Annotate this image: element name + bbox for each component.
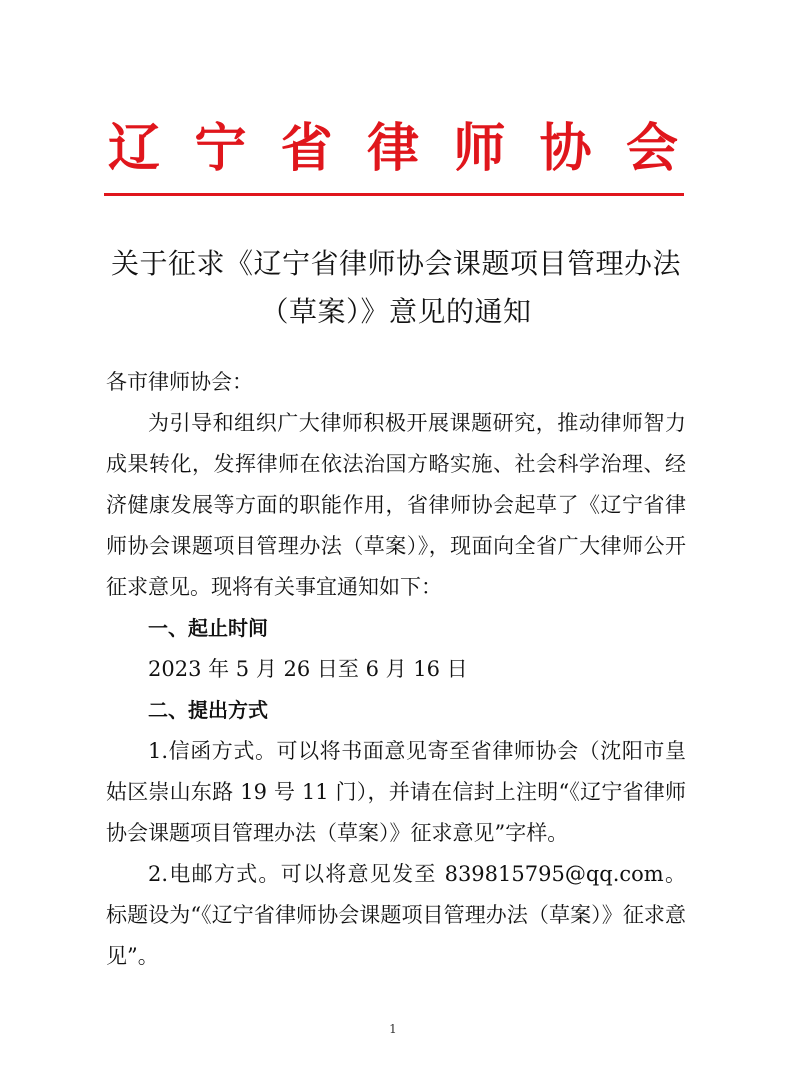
salutation: 各市律师协会： [106,370,253,394]
masthead-char: 师 [453,118,506,179]
document-title [96,240,696,336]
method-letter-paragraph: 1.信函方式。可以将书面意见寄至省律师协会（沈阳市皇姑区崇山东路 19 号 11 门），并请在信封上注明“《辽宁省律师协会课题项目管理办法（草案）》征求意见”字样。 [106,739,686,845]
masthead-char: 协 [539,118,592,179]
masthead-char: 省 [280,118,333,179]
masthead-title [100,110,686,188]
masthead-char: 宁 [194,118,247,179]
intro-paragraph: 为引导和组织广大律师积极开展课题研究，推动律师智力成果转化，发挥律师在依法治国方略实施、社会科学治理、经济健康发展等方面的职能作用，省律师协会起草了《辽宁省律师协会课题项目管理办法（草案）》，现面向全省广大律师公开征求意见。现将有关事宜通知如下： [106,411,686,599]
section-heading-time: 一、起止时间 [148,616,268,640]
title-line-1: 关于征求《辽宁省律师协会课题项目管理办法 [110,247,681,280]
masthead-divider [104,193,684,196]
section-heading-method: 二、提出方式 [148,698,268,722]
period-dates: 2023 年 5 月 26 日至 6 月 16 日 [148,657,468,681]
title-line-2: （草案）》意见的通知 [260,295,532,328]
page-number: 1 [389,1022,397,1036]
masthead-char: 辽 [108,118,161,179]
method-email-paragraph: 2.电邮方式。可以将意见发至 839815795@qq.com。标题设为“《辽宁省律师协会课题项目管理办法（草案）》征求意见”。 [106,862,686,968]
masthead-char: 律 [366,118,419,179]
document-body [106,362,686,977]
masthead-char: 会 [625,118,678,179]
